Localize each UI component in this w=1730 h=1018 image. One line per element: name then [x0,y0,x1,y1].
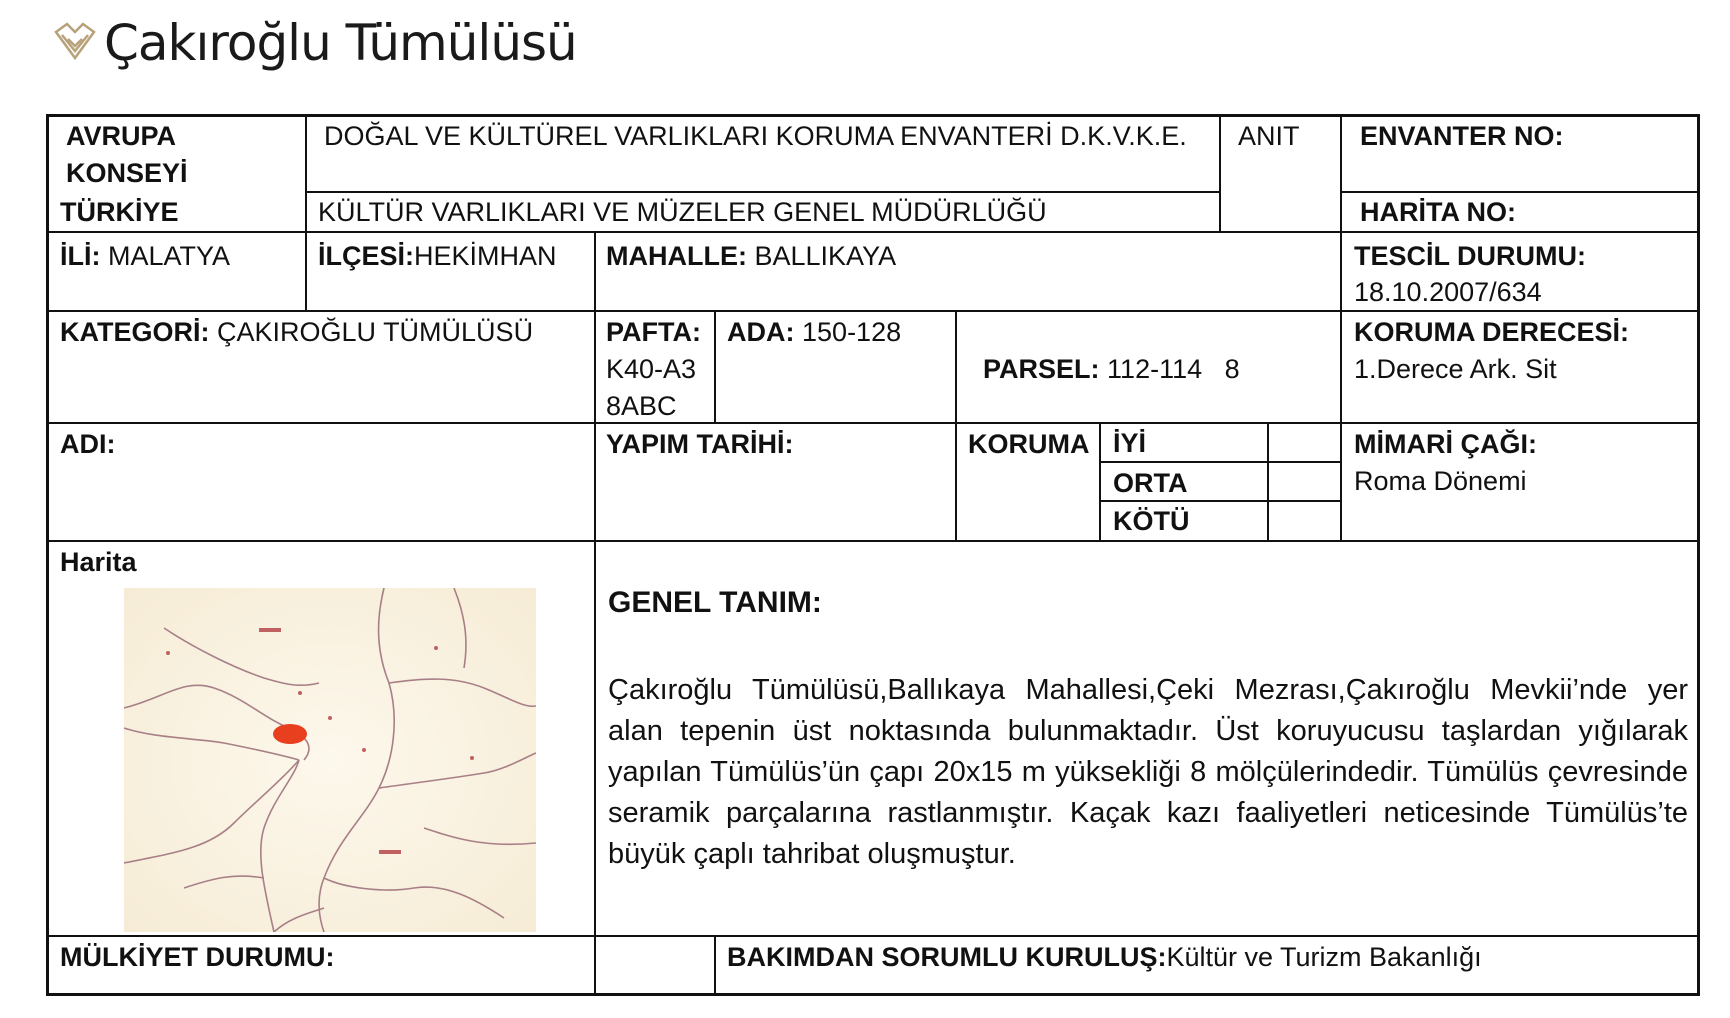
divider [1340,114,1342,541]
architectural-era-value: Roma Dönemi [1354,466,1527,496]
architectural-era-label: MİMARİ ÇAĞI: [1354,429,1537,459]
divider [46,231,1700,233]
map-label: Harita [60,547,137,577]
responsible-label: BAKIMDAN SORUMLU KURULUŞ: [727,942,1167,972]
map-no-label: HARİTA NO: [1360,197,1516,227]
ada-field [727,314,901,351]
protection-degree-label: KORUMA DERECESİ: [1354,317,1630,347]
pafta-value-line1: K40-A3 [606,354,697,384]
condition-bad: KÖTÜ [1113,506,1190,536]
neighborhood-value: BALLIKAYA [754,241,897,271]
divider [46,422,1700,424]
district-label: İLÇESİ: [318,241,415,271]
page-title: Çakıroğlu Tümülüsü [104,14,577,72]
divider [1219,114,1221,232]
ownership-label: MÜLKİYET DURUMU: [60,942,335,972]
responsible-value: Kültür ve Turizm Bakanlığı [1166,942,1482,972]
divider [305,191,1219,193]
registration-label: TESCİL DURUMU: [1354,241,1586,271]
pafta-label: PAFTA: [606,317,701,347]
ada-label: ADA: [727,317,795,347]
org-label: AVRUPA KONSEYİ [66,121,188,188]
divider [714,310,716,422]
divider [714,935,716,995]
monument-type: ANIT [1238,121,1300,151]
province-value: MALATYA [108,241,231,271]
category-value: ÇAKIROĞLU TÜMÜLÜSÜ [217,317,534,347]
parsel-label: PARSEL: [983,354,1100,384]
parsel-field [968,314,1240,388]
country: TÜRKİYE [60,197,179,227]
heart-diamond-logo-icon [50,18,100,68]
construction-date-label: YAPIM TARİHİ: [606,429,794,459]
description-text: Çakıroğlu Tümülüsü,Ballıkaya Mahallesi,Çeki Mezrası,Çakıroğlu Mevkii’nde yer alan tepenin üst noktasında bulunmaktadır. Üst koruyucusu taşlardan yığılarak yapılan Tümülüs’ün çapı 20x15 m yüksekliği 8 mölçülerindedir. Tümülüs çevresinde seramik parçalarına rastlanmıştır. Kaçak kazı faaliyetleri neticesinde Tümülüs’te büyük çaplı tahribat oluşmuştur. [608,674,1688,870]
district-field [318,238,557,275]
divider [1341,191,1699,193]
parsel-value: 112-114 8 [1107,354,1240,384]
condition-medium: ORTA [1113,468,1188,498]
divider [1099,422,1101,541]
divider [1267,422,1269,541]
ada-value: 150-128 [802,317,902,347]
ministry: KÜLTÜR VARLIKLARI VE MÜZELER GENEL MÜDÜRLÜĞÜ [318,197,1047,227]
condition-good: İYİ [1113,428,1147,458]
category-label: KATEGORİ: [60,317,210,347]
location-map [124,588,536,932]
district-value: HEKİMHAN [414,241,557,271]
responsible-field [727,939,1482,976]
category-field [60,314,533,351]
inventory-title: DOĞAL VE KÜLTÜREL VARLIKLARI KORUMA ENVANTERİ D.K.V.K.E. [324,121,1187,151]
province-field [60,238,230,275]
inventory-no-label: ENVANTER NO: [1360,121,1564,151]
neighborhood-label: MAHALLE: [606,241,747,271]
divider [305,114,307,310]
divider [594,231,596,995]
registration-value: 18.10.2007/634 [1354,277,1542,307]
neighborhood-field [606,238,896,275]
divider [46,540,1700,542]
divider [955,310,957,541]
protection-degree-value: 1.Derece Ark. Sit [1354,354,1557,384]
description-heading: GENEL TANIM: [608,586,822,619]
province-label: İLİ: [60,241,101,271]
divider [46,935,1700,937]
protection-label: KORUMA [968,429,1090,459]
site-location-marker [273,724,307,744]
page-header [50,8,577,78]
name-label: ADI: [60,429,116,459]
pafta-value-line2: 8ABC [606,391,677,421]
